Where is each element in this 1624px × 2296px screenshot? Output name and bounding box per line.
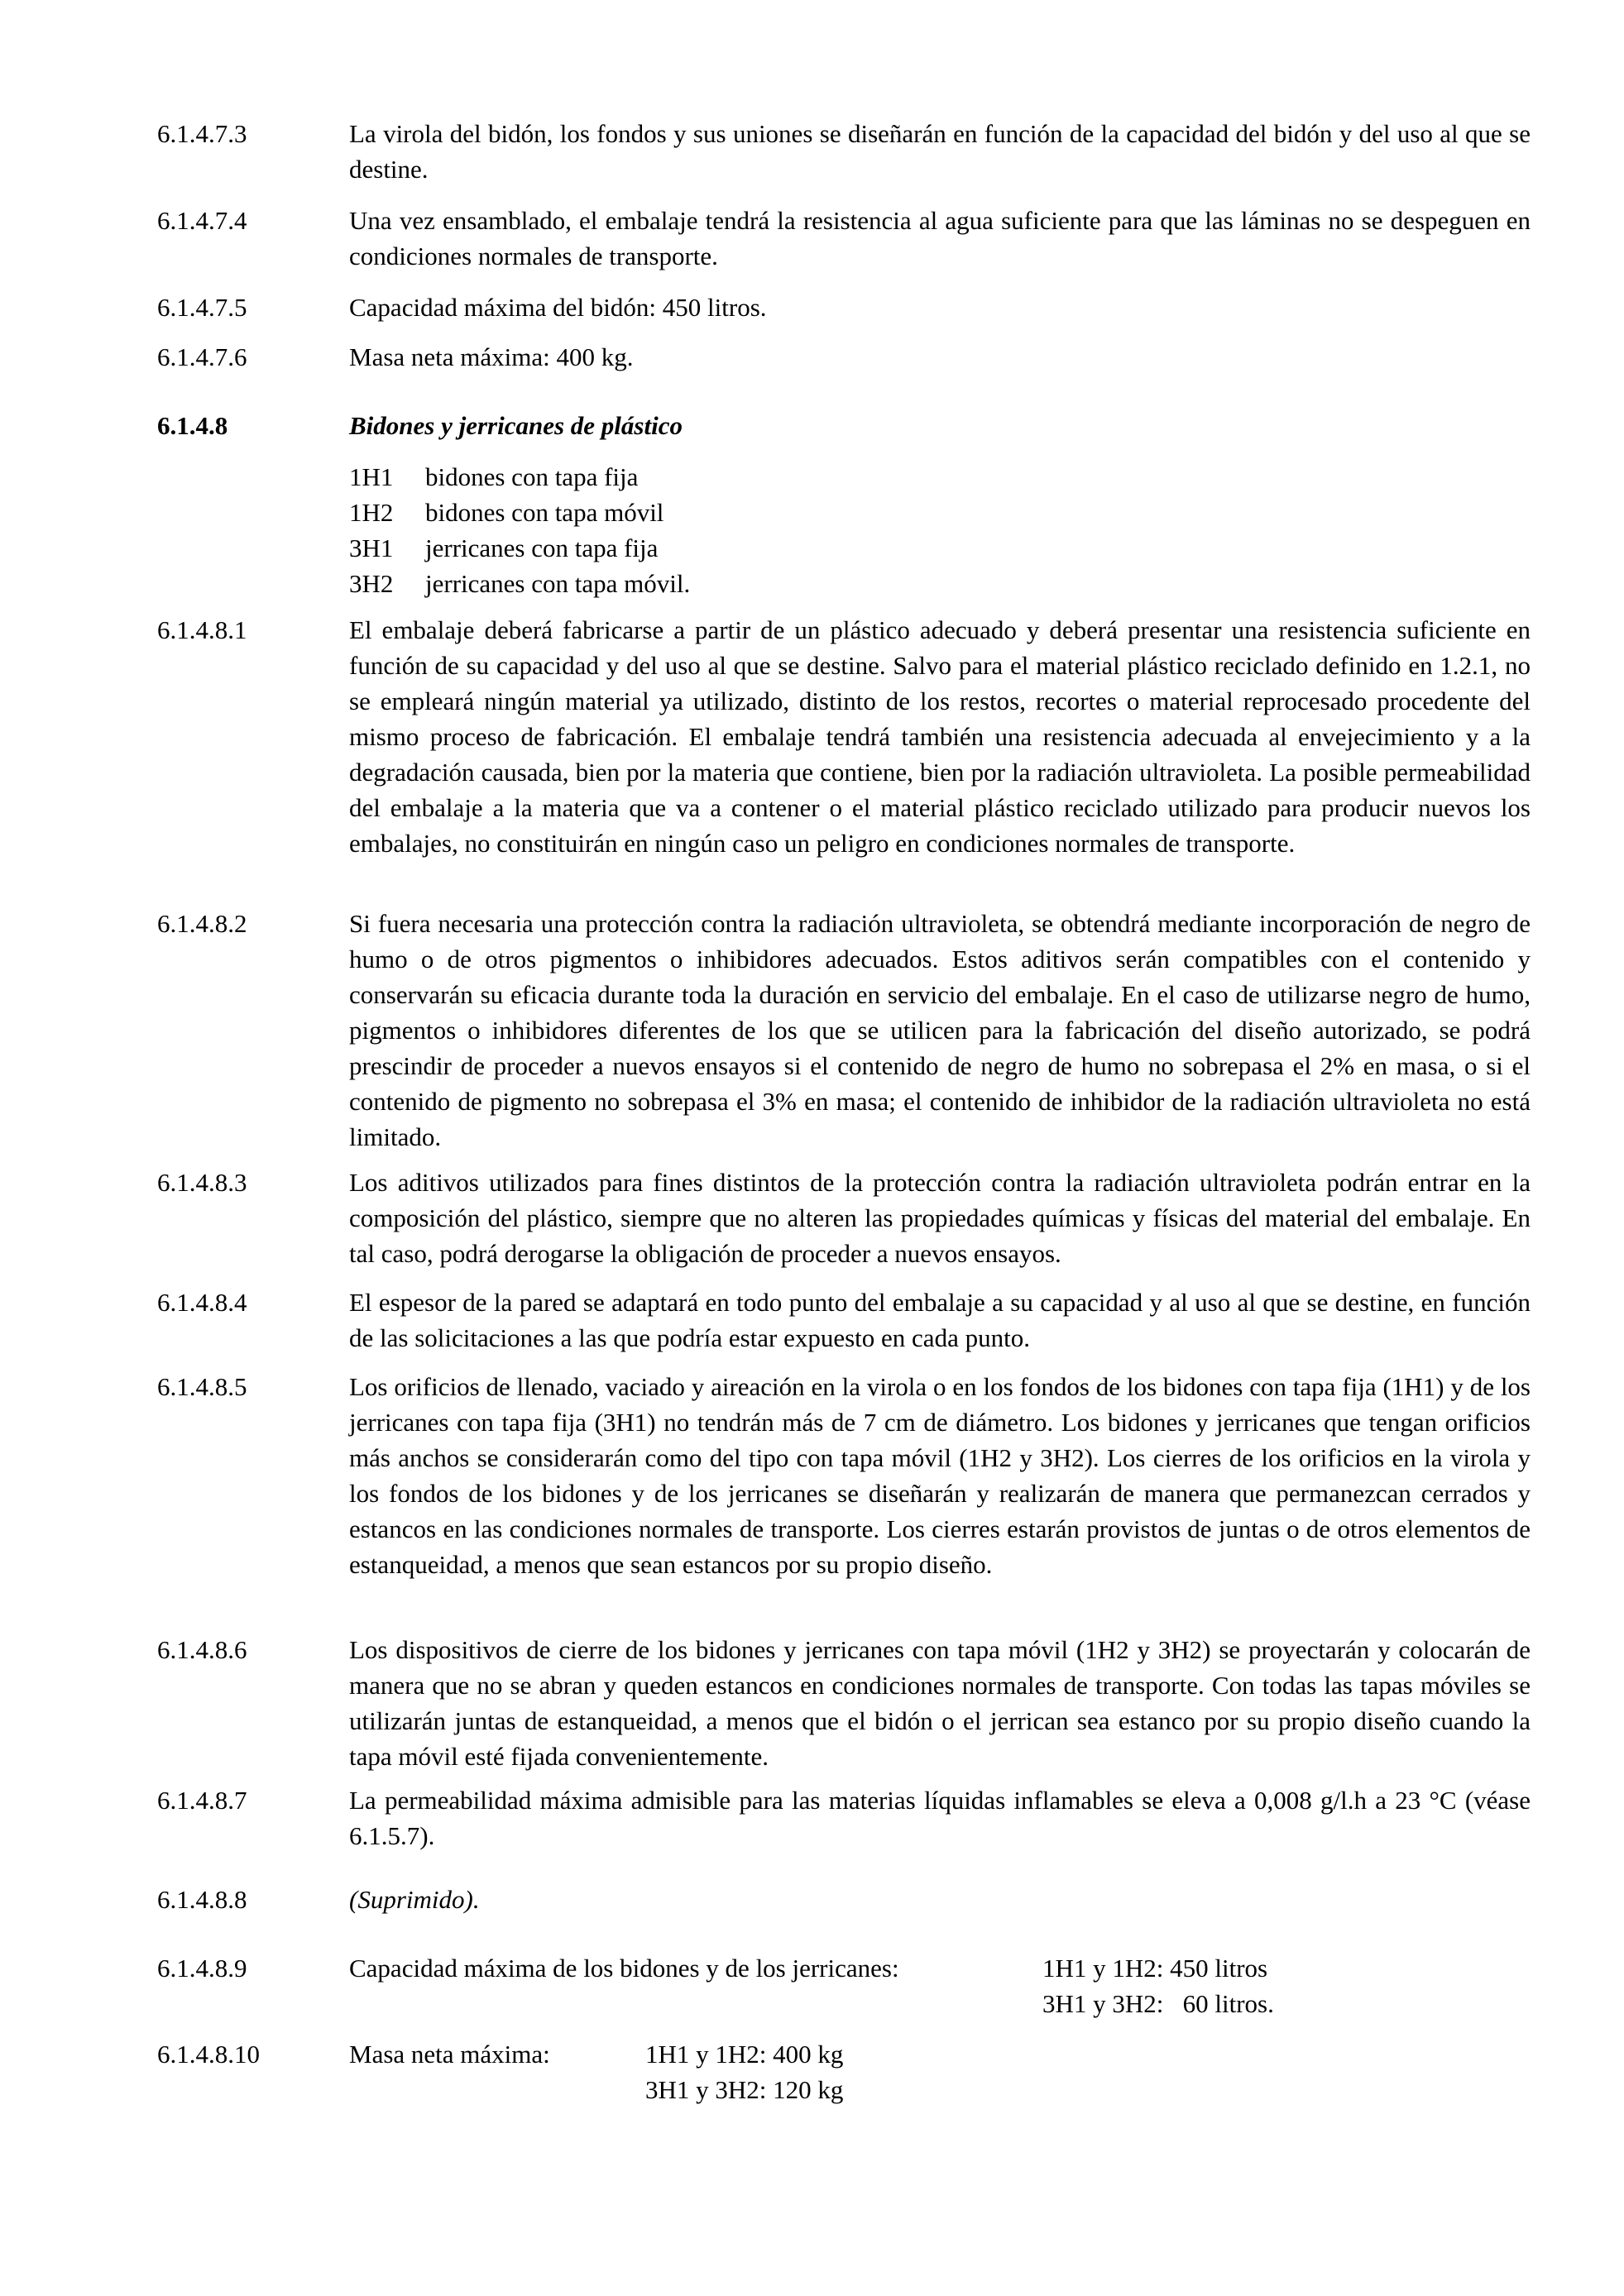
type-desc: bidones con tapa fija <box>425 462 639 491</box>
paragraph-text: Los dispositivos de cierre de los bidones y jerricanes con tapa móvil (1H2 y 3H2) se proyectarán y colocarán de manera que no se abran y queden estancos en condiciones normales de transporte. Con todas las tapas móviles se utilizarán juntas de estanqueidad, a menos que el bidón o el jerrican sea estanco por su propio diseño cuando la tapa móvil esté fijada convenientemente. <box>349 1635 1531 1771</box>
paragraph-text: Masa neta máxima: 400 kg. <box>349 342 634 371</box>
paragraph-number: 6.1.4.7.5 <box>157 293 247 322</box>
type-desc: jerricanes con tapa fija <box>425 533 659 562</box>
paragraph-text: La permeabilidad máxima admisible para las materias líquidas inflamables se eleva a 0,008 g/l.h a 23 °C (véase 6.1.5.7). <box>349 1786 1531 1850</box>
mass-label: Masa neta máxima: <box>349 2040 550 2069</box>
paragraph-number: 6.1.4.8.8 <box>157 1885 247 1914</box>
capacity-line: 1H1 y 1H2: 450 litros <box>1042 1954 1268 1983</box>
type-code: 3H2 <box>349 569 394 598</box>
paragraph-number: 6.1.4.8.5 <box>157 1372 247 1401</box>
paragraph-text: Los orificios de llenado, vaciado y aireación en la virola o en los fondos de los bidones con tapa fija (1H1) y de los jerricanes con tapa fija (3H1) no tendrán más de 7 cm de diámetro. Los bidones y jerricanes que tengan orificios más anchos se considerarán como del tipo con tapa móvil (1H2 y 3H2). Los cierres de los orificios en la virola y los fondos de los bidones y de los jerricanes se diseñarán y realizarán de manera que permanezcan cerrados y estancos en las condiciones normales de transporte. Los cierres estarán provistos de juntas o de otros elementos de estanqueidad, a menos que sean estancos por su propio diseño. <box>349 1372 1531 1579</box>
type-item <box>349 530 690 566</box>
type-desc: bidones con tapa móvil <box>425 498 664 527</box>
paragraph-number: 6.1.4.8.4 <box>157 1288 247 1317</box>
section-title: Bidones y jerricanes de plástico <box>349 411 683 440</box>
paragraph-text: Si fuera necesaria una protección contra la radiación ultravioleta, se obtendrá mediante incorporación de negro de humo o de otros pigmentos o inhibidores adecuados. Estos aditivos serán compatibles con el contenido y conservarán su eficacia durante toda la duración en servicio del embalaje. En el caso de utilizarse negro de humo, pigmentos o inhibidores diferentes de los que se utilicen para la fabricación del diseño autorizado, se podrá prescindir de proceder a nuevos ensayos si el contenido de negro de humo no sobrepasa el 2% en masa, o si el contenido de pigmento no sobrepasa el 3% en masa; el contenido de inhibidor de la radiación ultravioleta no está limitado. <box>349 909 1531 1151</box>
paragraph-number: 6.1.4.7.4 <box>157 206 247 235</box>
paragraph-number: 6.1.4.7.3 <box>157 119 247 148</box>
paragraph-text: La virola del bidón, los fondos y sus uniones se diseñarán en función de la capacidad del bidón y del uso al que se destine. <box>349 119 1531 184</box>
type-item <box>349 459 690 495</box>
paragraph-number: 6.1.4.8.2 <box>157 909 247 938</box>
type-desc: jerricanes con tapa móvil. <box>425 569 691 598</box>
paragraph-number: 6.1.4.8.1 <box>157 615 247 644</box>
capacity-values <box>1042 1950 1274 2021</box>
paragraph-number: 6.1.4.8.10 <box>157 2040 260 2069</box>
type-item <box>349 495 690 530</box>
mass-line: 3H1 y 3H2: 120 kg <box>645 2075 844 2104</box>
paragraph-number: 6.1.4.8.9 <box>157 1954 247 1983</box>
type-code: 1H1 <box>349 462 394 491</box>
type-code: 1H2 <box>349 498 394 527</box>
paragraph-text: El embalaje deberá fabricarse a partir de un plástico adecuado y deberá presentar una resistencia suficiente en función de su capacidad y del uso al que se destine. Salvo para el material plástico reciclado definido en 1.2.1, no se empleará ningún material ya utilizado, distinto de los restos, recortes o material reprocesado procedente del mismo proceso de fabricación. El embalaje tendrá también una resistencia adecuada al envejecimiento y a la degradación causada, bien por la materia que contiene, bien por la radiación ultravioleta. La posible permeabilidad del embalaje a la materia que va a contener o el material plástico reciclado utilizado para producir nuevos los embalajes, no constituirán en ningún caso un peligro en condiciones normales de transporte. <box>349 615 1531 858</box>
paragraph-text: (Suprimido). <box>349 1885 480 1914</box>
mass-values <box>645 2036 843 2107</box>
paragraph-number: 6.1.4.8.6 <box>157 1635 247 1664</box>
capacity-line: 3H1 y 3H2: 60 litros. <box>1042 1989 1274 2018</box>
type-code: 3H1 <box>349 533 394 562</box>
paragraph-text: Capacidad máxima del bidón: 450 litros. <box>349 293 767 322</box>
paragraph-text: Los aditivos utilizados para fines distintos de la protección contra la radiación ultravioleta podrán entrar en la composición del plástico, siempre que no alteren las propiedades químicas y físicas del material del embalaje. En tal caso, podrá derogarse la obligación de proceder a nuevos ensayos. <box>349 1168 1531 1268</box>
paragraph-text: Una vez ensamblado, el embalaje tendrá la resistencia al agua suficiente para que las láminas no se despeguen en condiciones normales de transporte. <box>349 206 1531 270</box>
paragraph-number: 6.1.4.8.3 <box>157 1168 247 1197</box>
section-number: 6.1.4.8 <box>157 411 228 440</box>
paragraph-number: 6.1.4.7.6 <box>157 342 247 371</box>
capacity-label: Capacidad máxima de los bidones y de los jerricanes: <box>349 1954 899 1983</box>
paragraph-text: El espesor de la pared se adaptará en todo punto del embalaje a su capacidad y al uso al que se destine, en función de las solicitaciones a las que podría estar expuesto en cada punto. <box>349 1288 1531 1352</box>
type-item <box>349 566 690 601</box>
paragraph-number: 6.1.4.8.7 <box>157 1786 247 1815</box>
mass-line: 1H1 y 1H2: 400 kg <box>645 2040 844 2069</box>
